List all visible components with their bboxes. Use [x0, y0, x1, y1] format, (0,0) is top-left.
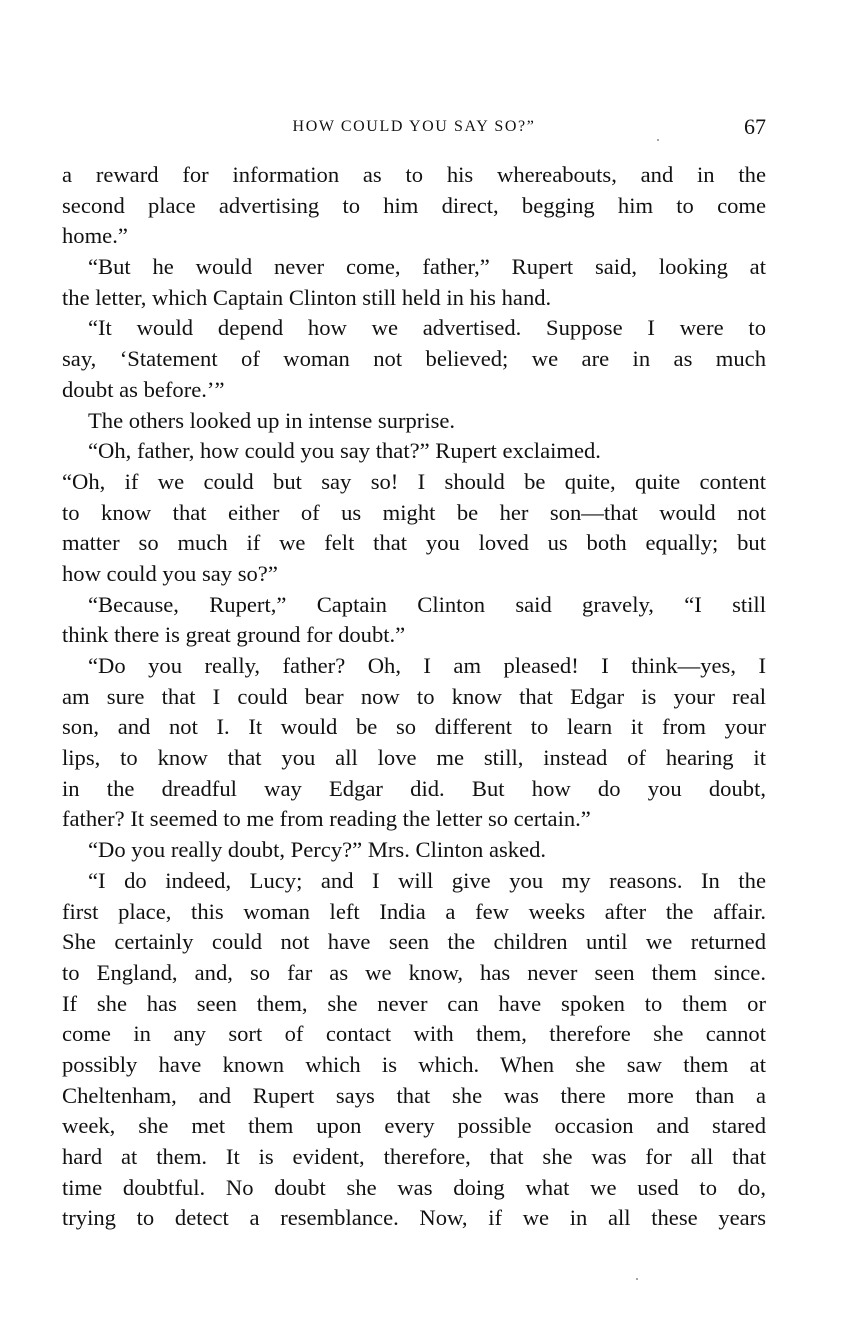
page-header	[62, 112, 766, 142]
text-line: am sure that I could bear now to know that Edgar is your real	[62, 683, 766, 709]
text-line: first place, this woman left India a few weeks after the affair.	[62, 898, 766, 924]
text-line: possibly have known which is which. When she saw them at	[62, 1051, 766, 1077]
text-line: how could you say so?”	[62, 560, 278, 586]
text-line: say, ‘Statement of woman not believed; we are in as much	[62, 346, 766, 372]
text-line: trying to detect a resemblance. Now, if we in all these years	[62, 1205, 766, 1231]
text-line: to England, and, so far as we know, has never seen them since.	[62, 959, 766, 985]
text-line: second place advertising to him direct, begging him to come	[62, 192, 766, 218]
text-line: “Oh, if we could but say so! I should be quite, quite content	[62, 468, 766, 494]
print-speck	[636, 1278, 638, 1280]
text-line: “I do indeed, Lucy; and I will give you my reasons. In the	[88, 867, 766, 893]
text-line: She certainly could not have seen the children until we returned	[62, 929, 766, 955]
text-line: matter so much if we felt that you loved us both equally; but	[62, 530, 766, 556]
text-line: doubt as before.’”	[62, 376, 225, 402]
text-line: think there is great ground for doubt.”	[62, 622, 406, 648]
text-line: The others looked up in intense surprise.	[88, 407, 456, 433]
body-text	[62, 160, 766, 1234]
text-line: to know that either of us might be her son—that would not	[62, 499, 766, 525]
running-title: HOW COULD YOU SAY SO?”	[292, 118, 536, 135]
text-line: home.”	[62, 223, 128, 249]
page-number: 67	[744, 114, 766, 139]
print-speck	[657, 139, 659, 141]
text-line: hard at them. It is evident, therefore, that she was for all that	[62, 1144, 766, 1169]
text-line: If she has seen them, she never can have spoken to them or	[62, 990, 766, 1016]
text-line: time doubtful. No doubt she was doing what we used to do,	[62, 1174, 766, 1200]
text-line: “It would depend how we advertised. Suppose I were to	[88, 315, 766, 341]
text-line: “Do you really doubt, Percy?” Mrs. Clinton asked.	[88, 837, 547, 863]
text-line: lips, to know that you all love me still, instead of hearing it	[62, 745, 766, 771]
text-line: “Do you really, father? Oh, I am pleased! I think—yes, I	[88, 653, 766, 678]
text-line: “Oh, father, how could you say that?” Rupert exclaimed.	[88, 438, 601, 464]
text-line: “Because, Rupert,” Captain Clinton said gravely, “I still	[88, 591, 766, 617]
text-line: father? It seemed to me from reading the letter so certain.”	[62, 806, 591, 832]
text-line: “But he would never come, father,” Rupert said, looking at	[88, 254, 766, 280]
text-line: a reward for information as to his whereabouts, and in the	[62, 162, 766, 187]
text-line: the letter, which Captain Clinton still held in his hand.	[62, 284, 552, 310]
text-line: son, and not I. It would be so different to learn it from your	[62, 714, 766, 740]
text-line: Cheltenham, and Rupert says that she was there more than a	[62, 1082, 766, 1108]
text-line: come in any sort of contact with them, therefore she cannot	[62, 1021, 766, 1047]
text-line: week, she met them upon every possible occasion and stared	[62, 1113, 766, 1139]
text-line: in the dreadful way Edgar did. But how do you doubt,	[62, 775, 766, 801]
